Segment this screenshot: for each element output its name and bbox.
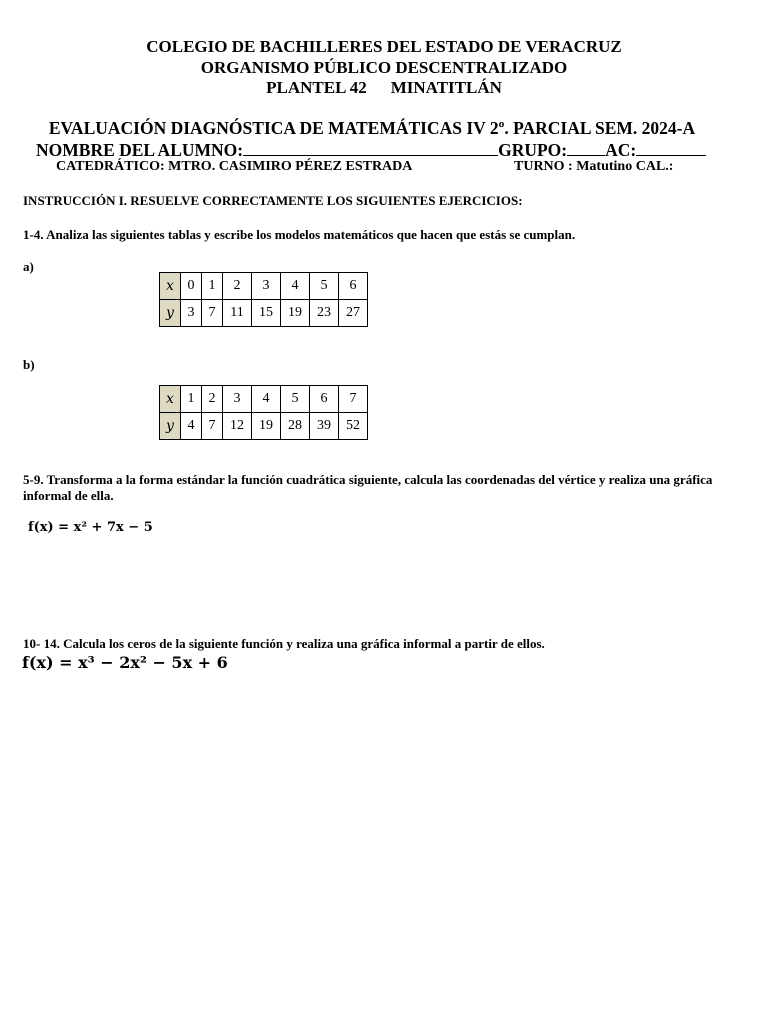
table-cell: 12 — [223, 413, 252, 440]
plantel-line — [0, 78, 768, 99]
table-row — [160, 386, 368, 413]
table-cell: 3 — [181, 300, 202, 327]
organism-line: ORGANISMO PÚBLICO DESCENTRALIZADO — [200, 57, 568, 77]
question-5-9: 5-9. Transforma a la forma estándar la función cuadrática siguiente, calcula las coordenadas del vértice y realiza una gráfica informal de ella. — [23, 472, 713, 503]
teacher-line: CATEDRÁTICO: MTRO. CASIMIRO PÉREZ ESTRADA — [56, 159, 413, 174]
table-cell: 2 — [202, 386, 223, 413]
table-a-label: a) — [23, 259, 34, 274]
plantel-city: MINATITLÁN — [390, 78, 502, 97]
table-cell: 28 — [281, 413, 310, 440]
school-header — [0, 37, 768, 99]
school-name: COLEGIO DE BACHILLERES DEL ESTADO DE VERACRUZ — [146, 37, 622, 56]
cubic-function: f(x) = x³ − 2x² − 5x + 6 — [22, 653, 228, 672]
table-cell: 3 — [252, 273, 281, 300]
y-header-cell: y — [160, 300, 181, 327]
table-cell: 19 — [281, 300, 310, 327]
table-cell: 0 — [181, 273, 202, 300]
table-cell: 7 — [202, 300, 223, 327]
table-cell: 11 — [223, 300, 252, 327]
student-name-field[interactable] — [243, 139, 498, 156]
table-cell: 52 — [339, 413, 368, 440]
grupo-field[interactable] — [567, 139, 605, 156]
y-header-cell: y — [160, 413, 181, 440]
table-a — [159, 272, 368, 327]
table-cell: 23 — [310, 300, 339, 327]
grupo-label: GRUPO: — [498, 140, 568, 160]
table-cell: 6 — [310, 386, 339, 413]
table-row — [160, 273, 368, 300]
x-header-cell: x — [160, 273, 181, 300]
ac-label: AC: — [605, 140, 637, 160]
table-cell: 3 — [223, 386, 252, 413]
table-cell: 4 — [281, 273, 310, 300]
question-1-4: 1-4. Analiza las siguientes tablas y escribe los modelos matemáticos que hacen que estás se cumplan. — [23, 227, 576, 242]
ac-field[interactable] — [636, 139, 706, 156]
quadratic-function: f(x) = x² + 7x − 5 — [28, 520, 153, 535]
table-cell: 6 — [339, 273, 368, 300]
table-cell: 15 — [252, 300, 281, 327]
table-cell: 1 — [202, 273, 223, 300]
table-b-label: b) — [23, 357, 35, 372]
plantel-number: PLANTEL 42 — [266, 78, 367, 97]
main-instruction: INSTRUCCIÓN I. RESUELVE CORRECTAMENTE LOS SIGUIENTES EJERCICIOS: — [23, 193, 523, 208]
exam-title: EVALUACIÓN DIAGNÓSTICA DE MATEMÁTICAS IV 2º. PARCIAL SEM. 2024-A — [48, 118, 696, 138]
table-cell: 19 — [252, 413, 281, 440]
student-info-line — [36, 139, 706, 160]
table-cell: 7 — [339, 386, 368, 413]
table-cell: 1 — [181, 386, 202, 413]
table-b — [159, 385, 368, 440]
student-name-label: NOMBRE DEL ALUMNO: — [36, 140, 244, 160]
x-header-cell: x — [160, 386, 181, 413]
table-cell: 2 — [223, 273, 252, 300]
table-cell: 39 — [310, 413, 339, 440]
table-row — [160, 413, 368, 440]
table-cell: 7 — [202, 413, 223, 440]
question-10-14: 10- 14. Calcula los ceros de la siguiente función y realiza una gráfica informal a partir de ellos. — [23, 636, 545, 651]
table-cell: 4 — [181, 413, 202, 440]
table-cell: 5 — [310, 273, 339, 300]
table-cell: 27 — [339, 300, 368, 327]
table-cell: 4 — [252, 386, 281, 413]
table-row — [160, 300, 368, 327]
turno-line: TURNO : Matutino CAL.: — [514, 159, 674, 174]
table-cell: 5 — [281, 386, 310, 413]
